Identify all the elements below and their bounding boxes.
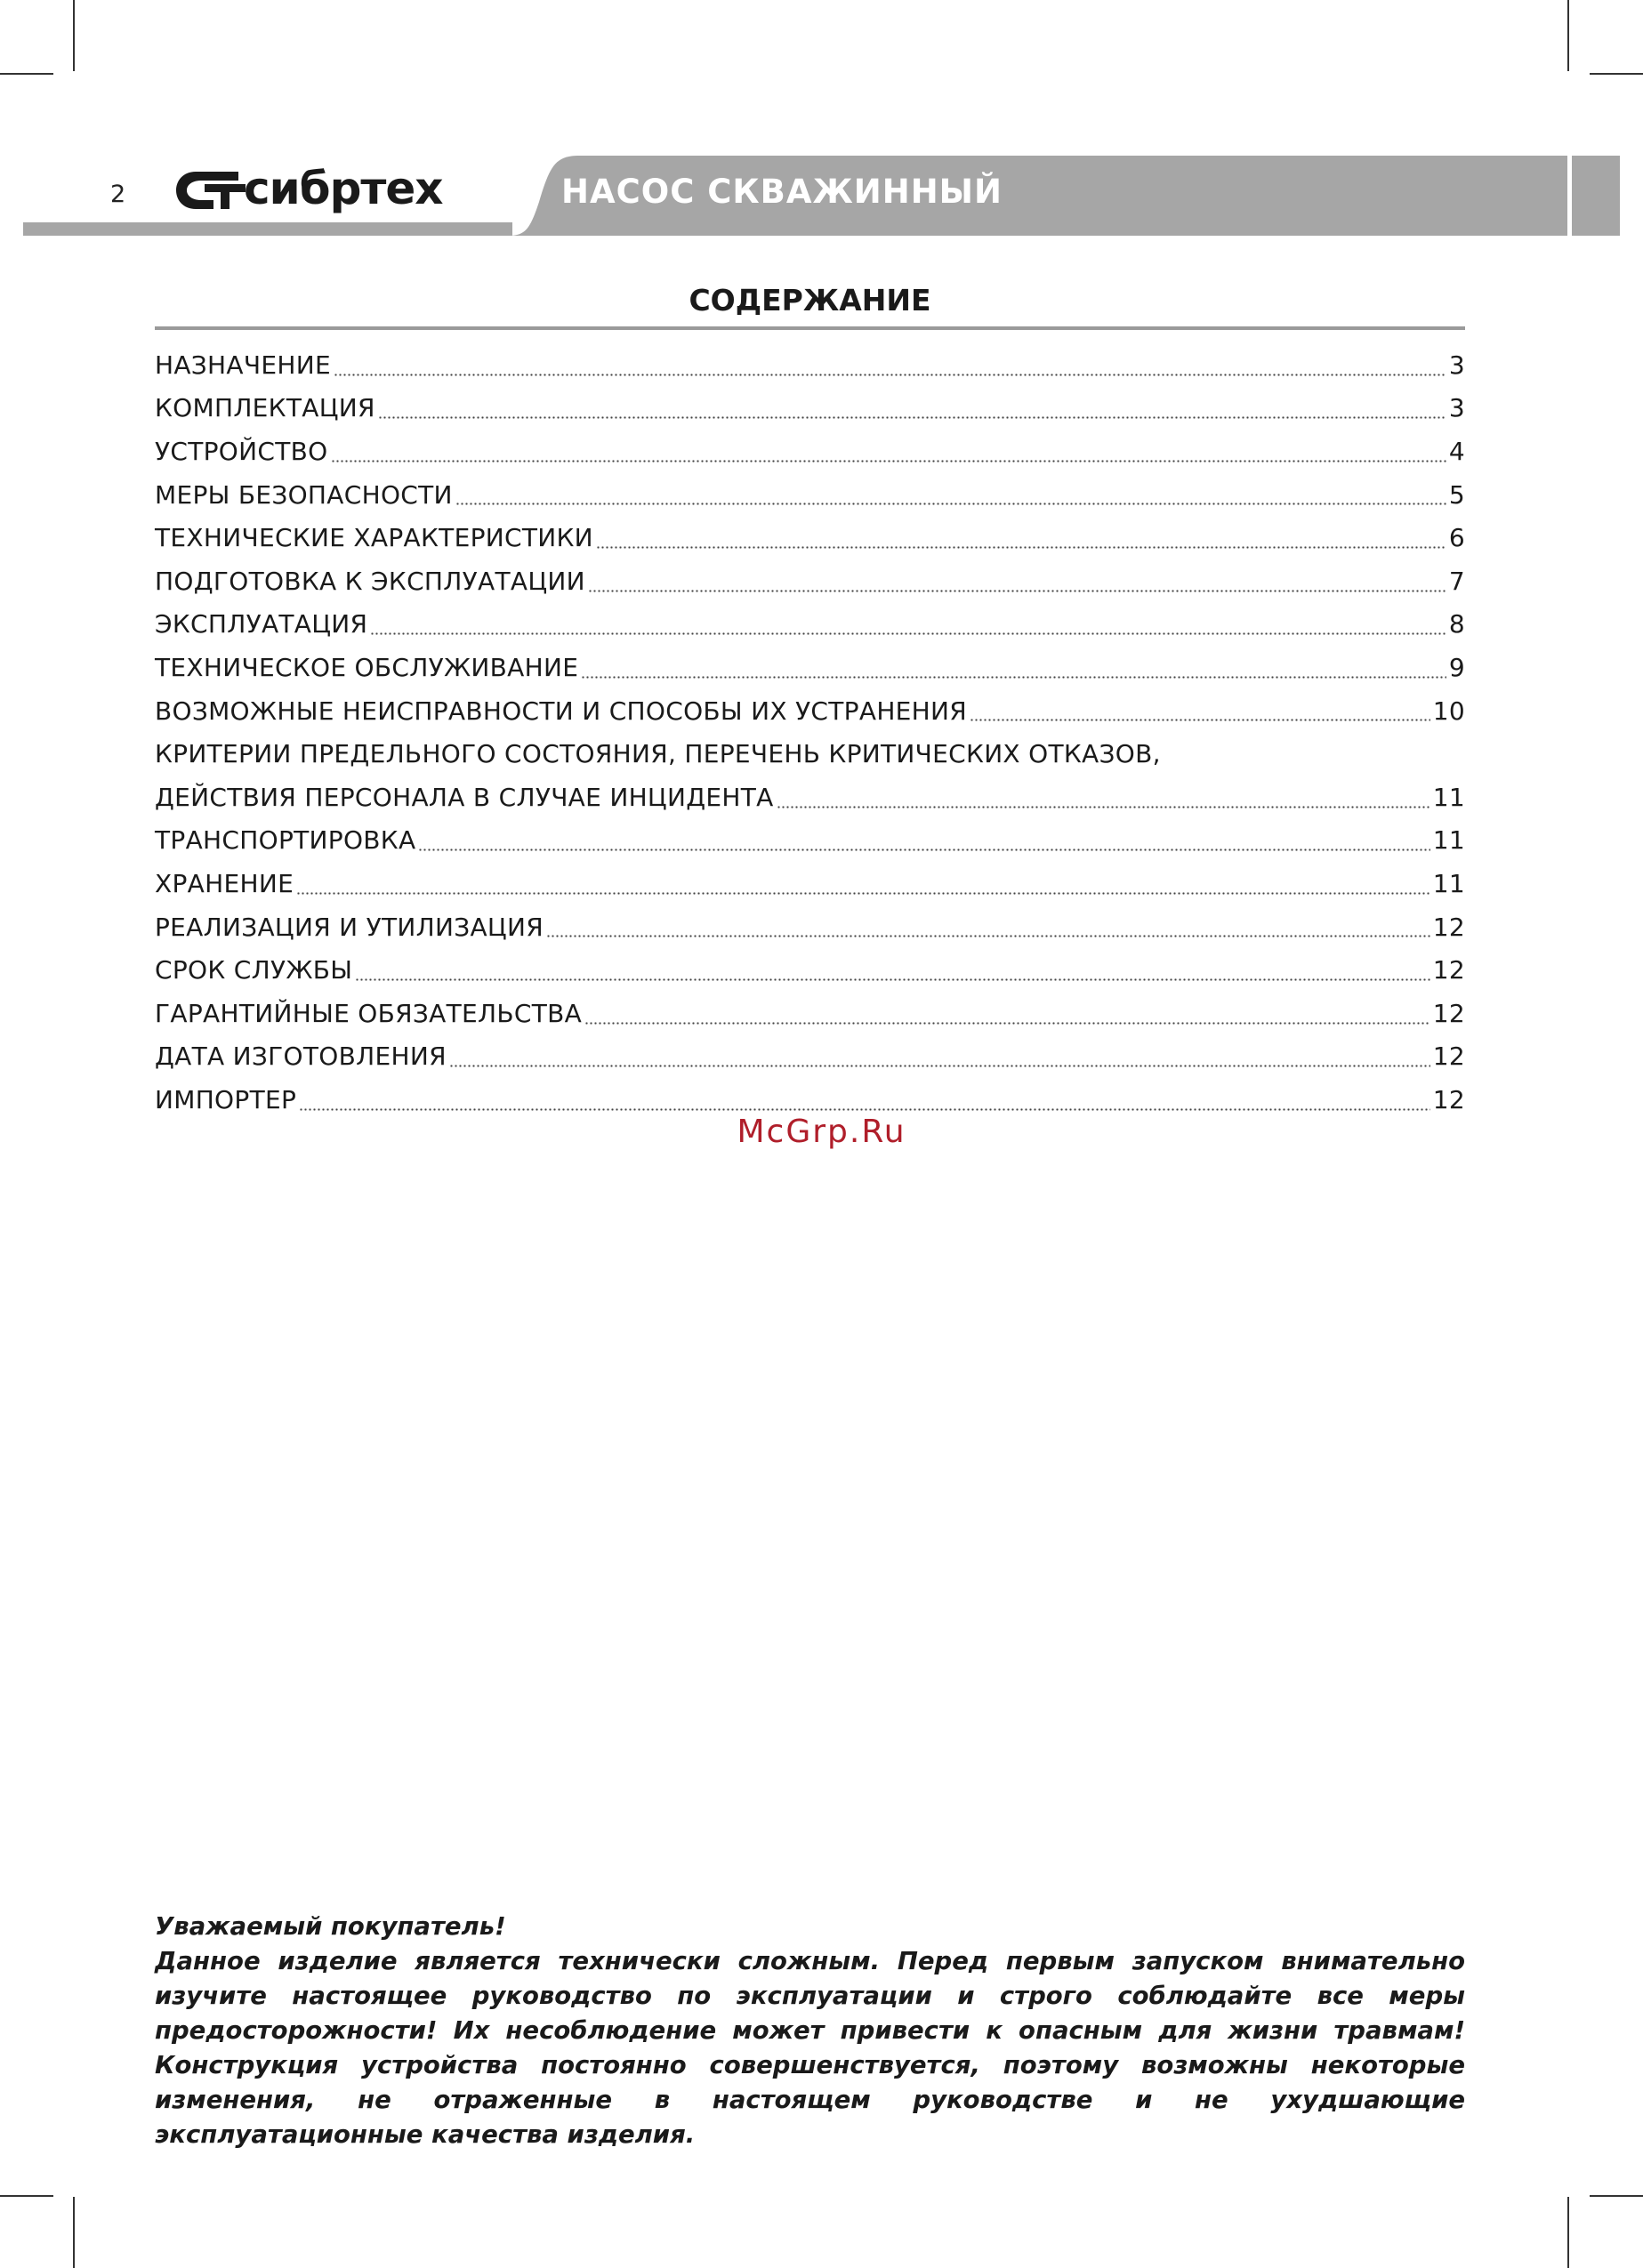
toc-entry [155,732,1465,776]
toc-entry-label: РЕАЛИЗАЦИЯ И УТИЛИЗАЦИЯ [155,912,544,942]
toc-entry [155,992,1465,1035]
toc-entry-page: 3 [1448,393,1465,423]
toc-entry-label: ТРАНСПОРТИРОВКА [155,825,416,856]
toc-entry-label: МЕРЫ БЕЗОПАСНОСТИ [155,479,453,510]
toc-dot-leader [299,1078,1430,1112]
toc-list [155,343,1465,1122]
toc-entry [155,343,1465,387]
toc-entry-page: 10 [1432,696,1465,726]
crop-mark [0,73,53,75]
customer-notice [155,1910,1465,2152]
toc-dot-leader [596,516,1446,550]
toc-entry-label: НАЗНАЧЕНИЕ [155,350,331,380]
toc-dot-leader [296,862,1430,896]
toc-entry [155,776,1465,819]
brand-name: сибртех [244,163,443,214]
toc-entry-page: 4 [1448,436,1465,466]
product-title: НАСОС СКВАЖИННЫЙ [561,173,1003,211]
toc-entry [155,430,1465,473]
crop-mark [1567,0,1569,71]
toc-entry-label: ИМПОРТЕР [155,1084,297,1114]
crop-mark [1590,2195,1643,2197]
toc-dot-leader [370,603,1446,637]
toc-entry [155,387,1465,430]
toc-entry [155,646,1465,689]
toc-entry-page: 3 [1448,350,1465,380]
toc-entry-label: ПОДГОТОВКА К ЭКСПЛУАТАЦИИ [155,566,585,596]
toc-entry-page: 12 [1432,1042,1465,1072]
toc-dot-leader [777,776,1430,809]
toc-entry-label: ХРАНЕНИЕ [155,868,294,898]
toc-entry [155,862,1465,905]
crop-mark [0,2195,53,2197]
toc-dot-leader [331,430,1446,463]
toc-dot-leader [588,559,1446,593]
watermark: McGrp.Ru [737,1114,906,1150]
toc-dot-leader [334,343,1446,377]
toc-entry-label: ЭКСПЛУАТАЦИЯ [155,609,368,639]
page-number: 2 [110,181,126,208]
toc-dot-leader [418,819,1430,853]
toc-entry-page: 11 [1432,825,1465,856]
toc-dot-leader [449,1035,1430,1069]
toc-entry-page: 12 [1432,912,1465,942]
toc-dot-leader [355,948,1430,982]
toc-entry-label: КОМПЛЕКТАЦИЯ [155,393,375,423]
toc-entry-label: УСТРОЙСТВО [155,436,328,466]
toc-dot-leader [378,387,1446,421]
toc-entry-page: 11 [1432,868,1465,898]
toc-entry-page: 12 [1432,955,1465,985]
toc-entry-page: 9 [1448,652,1465,682]
toc-entry [155,1035,1465,1079]
toc-entry-label: ВОЗМОЖНЫЕ НЕИСПРАВНОСТИ И СПОСОБЫ ИХ УСТРАНЕНИЯ [155,696,968,726]
toc-entry-page: 6 [1448,523,1465,553]
crop-mark [73,2197,75,2268]
toc-title: СОДЕРЖАНИЕ [689,283,931,318]
toc-entry [155,948,1465,992]
logo-mark-icon [174,170,246,211]
toc-dot-leader [584,992,1430,1025]
toc-entry-page: 12 [1432,998,1465,1028]
toc-entry-page: 7 [1448,566,1465,596]
toc-dot-leader [455,473,1446,507]
toc-entry-label: ДЕЙСТВИЯ ПЕРСОНАЛА В СЛУЧАЕ ИНЦИДЕНТА [155,782,774,812]
toc-dot-leader [581,646,1446,680]
toc-entry-label: СРОК СЛУЖБЫ [155,955,353,985]
toc-entry [155,559,1465,603]
notice-greeting: Уважаемый покупатель! [155,1912,506,1941]
toc-divider [155,326,1465,330]
toc-entry-page: 8 [1448,609,1465,639]
toc-entry [155,819,1465,863]
toc-entry-page: 11 [1432,782,1465,812]
crop-mark [1567,2197,1569,2268]
toc-entry [155,603,1465,647]
notice-body: Данное изделие является технически сложным. Перед первым запуском внимательно изучите настоящее руководство по эксплуатации и строго соблюдайте все меры предосторожности! Их несоблюдение может привести к опасным для жизни травмам! Конструкция устройства постоянно совершенствуется, поэтому возможны некоторые изменения, не отраженные в настоящем руководстве и не ухудшающие эксплуатационные качества изделия. [155,1947,1465,2149]
crop-mark [1590,73,1643,75]
toc-dot-leader [546,905,1430,939]
brand-logo [174,163,459,214]
toc-entry [155,689,1465,733]
toc-entry [155,905,1465,949]
toc-entry [155,473,1465,517]
toc-entry [155,516,1465,559]
toc-entry-label: ГАРАНТИЙНЫЕ ОБЯЗАТЕЛЬСТВА [155,998,583,1028]
toc-entry-label: КРИТЕРИИ ПРЕДЕЛЬНОГО СОСТОЯНИЯ, ПЕРЕЧЕНЬ КРИТИЧЕСКИХ ОТКАЗОВ, [155,739,1161,769]
toc-entry-label: ТЕХНИЧЕСКОЕ ОБСЛУЖИВАНИЕ [155,652,579,682]
toc-dot-leader [970,689,1430,723]
toc-entry-page: 5 [1448,479,1465,510]
crop-mark [73,0,75,71]
toc-entry-page: 12 [1432,1084,1465,1114]
toc-entry-label: ТЕХНИЧЕСКИЕ ХАРАКТЕРИСТИКИ [155,523,593,553]
toc-entry-label: ДАТА ИЗГОТОВЛЕНИЯ [155,1042,447,1072]
